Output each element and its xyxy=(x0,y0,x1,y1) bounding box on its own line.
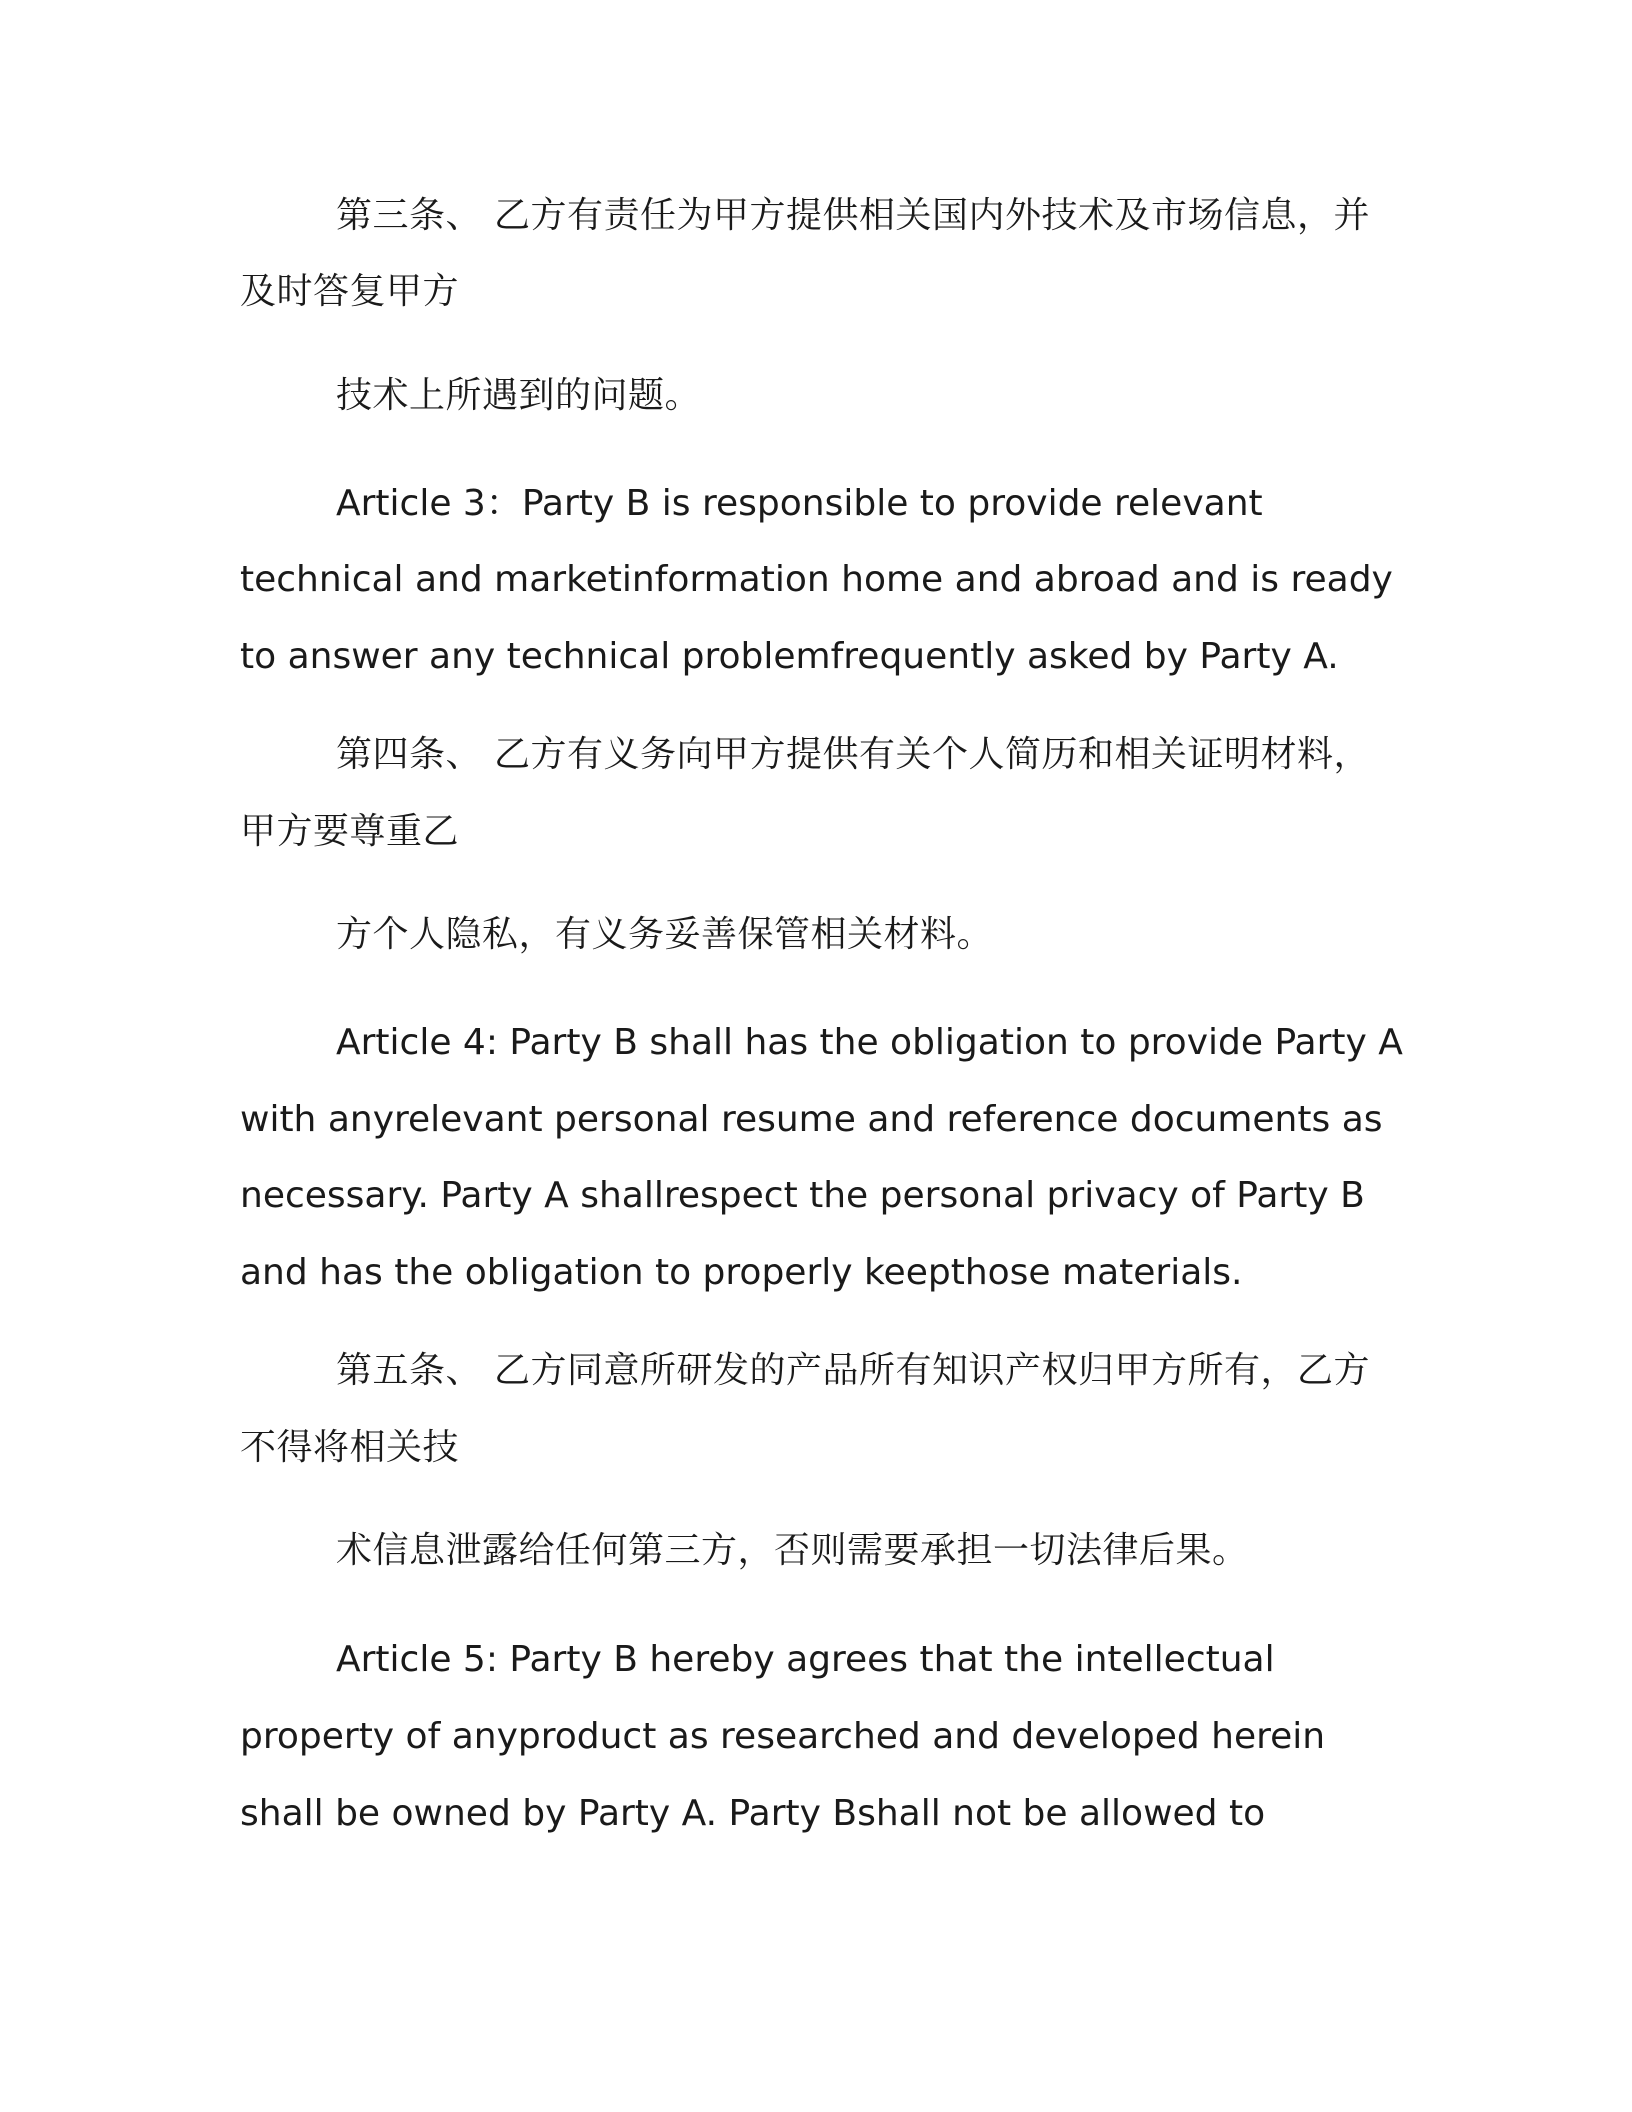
article-4-en-line-1: Article 4: Party B shall has the obligation to provide Party A xyxy=(336,1022,1403,1063)
article-5-en-line-3: shall be owned by Party A. Party Bshall not be allowed to xyxy=(240,1793,1266,1834)
article-5-cn-line-2: 不得将相关技 xyxy=(240,1427,460,1468)
article-4-en-line-2: with anyrelevant personal resume and reference documents as xyxy=(240,1099,1383,1140)
article-3-en-line-3: to answer any technical problemfrequently asked by Party A. xyxy=(240,636,1339,677)
article-5-cn-cont-line-1: 术信息泄露给任何第三方，否则需要承担一切法律后果。 xyxy=(336,1530,1249,1571)
article-5-en-line-1: Article 5: Party B hereby agrees that the intellectual xyxy=(336,1639,1275,1680)
article-3-cn-line-2: 及时答复甲方 xyxy=(240,271,460,312)
article-3-en-line-2: technical and marketinformation home and abroad and is ready xyxy=(240,559,1393,600)
article-3-cn-line-1: 第三条、 乙方有责任为甲方提供相关国内外技术及市场信息，并 xyxy=(336,195,1370,236)
article-3-cn-cont-line-1: 技术上所遇到的问题。 xyxy=(336,375,702,416)
article-4-cn-cont-line-1: 方个人隐私，有义务妥善保管相关材料。 xyxy=(336,914,994,955)
article-4-cn-line-1: 第四条、 乙方有义务向甲方提供有关个人简历和相关证明材料， xyxy=(336,734,1370,775)
article-3-en-line-1: Article 3：Party B is responsible to provide relevant xyxy=(336,483,1263,524)
article-5-cn-line-1: 第五条、 乙方同意所研发的产品所有知识产权归甲方所有，乙方 xyxy=(336,1350,1370,1391)
article-4-en-line-4: and has the obligation to properly keepthose materials. xyxy=(240,1252,1243,1293)
article-5-en-line-2: property of anyproduct as researched and developed herein xyxy=(240,1716,1326,1757)
article-4-en-line-3: necessary. Party A shallrespect the personal privacy of Party B xyxy=(240,1175,1365,1216)
article-4-cn-line-2: 甲方要尊重乙 xyxy=(240,811,460,852)
